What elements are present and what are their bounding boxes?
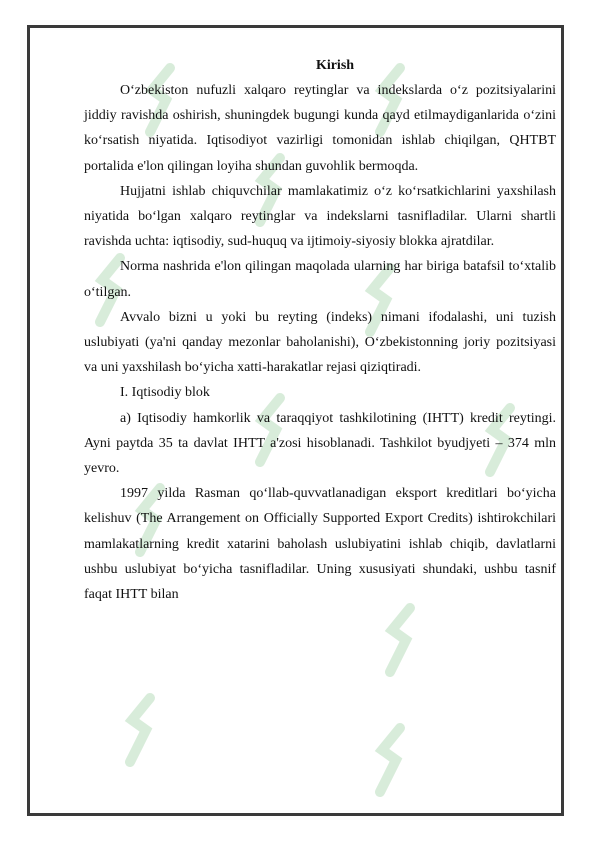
- watermark-logo-icon: [120, 690, 160, 770]
- paragraph-oecd-rating: a) Iqtisodiy hamkorlik va taraqqiyot tashkilotining (IHTT) kredit reytingi. Ayni paytda 35 ta davlat IHTT a'zosi hisoblanadi. Tashkilot byudjyeti – 374 mln yevro.: [84, 410, 556, 477]
- document-title: Kirish: [315, 58, 355, 73]
- paragraph-norma: Norma nashrida e'lon qilingan maqolada ularning har biriga batafsil to‘xtalib o‘tilgan.: [84, 259, 556, 300]
- watermark-logo-icon: [380, 600, 420, 680]
- paragraph-intro: O‘zbekiston nufuzli xalqaro reytinglar va indekslarda o‘z pozitsiyalarini jiddiy ravishda oshirish, shuningdek bugungi kunda qayd etilmaydiganlarida o‘zini ko‘rsatish niyatida. Iqtisodiyot vazirligi tomonidan ishlab chiqilgan, QHTBT portalida e'lon qilingan loyiha shundan guvohlik bermoqda.: [84, 83, 556, 174]
- paragraph-arrangement: 1997 yilda Rasman qo‘llab-quvvatlanadigan eksport kreditlari bo‘yicha kelishuv (The Arrangement on Officially Supported Export Credits) ishtirokchilari mamlakatlarning kredit xatarini baholash uslubiyatini ishlab chiqib, davlatlarni ushbu uslubiyat bo‘yicha tasnifladilar. Uning xususiyati shundaki, ushbu tasnif faqat IHTT bilan: [84, 486, 556, 603]
- document-body: [84, 57, 556, 607]
- paragraph-methodology: Avvalo bizni u yoki bu reyting (indeks) nimani ifodalashi, uni tuzish uslubiyati (ya'ni qanday mezonlar baholanishi), O‘zbekistonning joriy pozitsiyasi va uni yaxshilash bo‘yicha xatti-harakatlar rejasi qiziqtiradi.: [84, 309, 556, 376]
- watermark-logo-icon: [370, 720, 410, 800]
- section-heading-economic-block: I. Iqtisodiy blok: [120, 385, 210, 401]
- paragraph-classification: Hujjatni ishlab chiquvchilar mamlakatimiz o‘z ko‘rsatkichlarini yaxshilash niyatida bo‘lgan xalqaro reytinglar va indekslarni tasnifladilar. Ularni shartli ravishda uchta: iqtisodiy, sud-huquq va ijtimoiy-siyosiy blokka ajratdilar.: [84, 183, 556, 250]
